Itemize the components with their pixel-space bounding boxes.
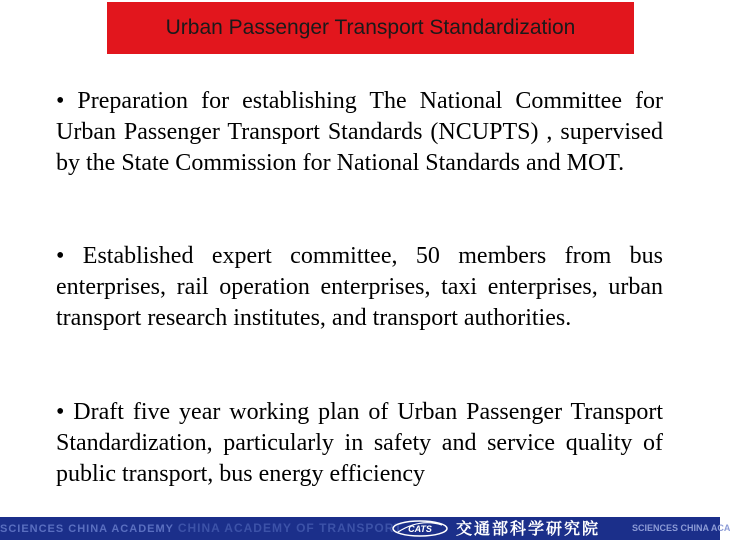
institute-chinese-name: 交通部科学研究院 — [456, 519, 601, 538]
footer-watermark-band — [0, 522, 720, 535]
footer-band-left: SCIENCES CHINA ACADEMY — [0, 523, 174, 535]
bullet-paragraph: • Established expert committee, 50 members from bus enterprises, rail operation enterprises, taxi enterprises, urban transport research institutes, and transport authorities. — [56, 243, 663, 331]
bullet-paragraph: • Preparation for establishing The National Committee for Urban Passenger Transport Standards (NCUPTS) , supervised by the State Commission for National Standards and MOT. — [56, 88, 663, 176]
footer-band-right: SCIENCES CHINA ACA — [632, 523, 730, 533]
slide-title: Urban Passenger Transport Standardization — [165, 16, 576, 39]
logo-text: CATS — [408, 524, 432, 534]
bullet-paragraph: • Draft five year working plan of Urban Passenger Transport Standardization, particularly in safety and service quality of public transport, bus energy efficiency — [56, 399, 663, 487]
cats-logo-icon — [392, 520, 448, 537]
footer-bar — [0, 517, 730, 540]
footer-band-ghost: CHINA ACADEMY OF TRANSPORT — [177, 521, 403, 535]
title-banner — [107, 2, 634, 54]
